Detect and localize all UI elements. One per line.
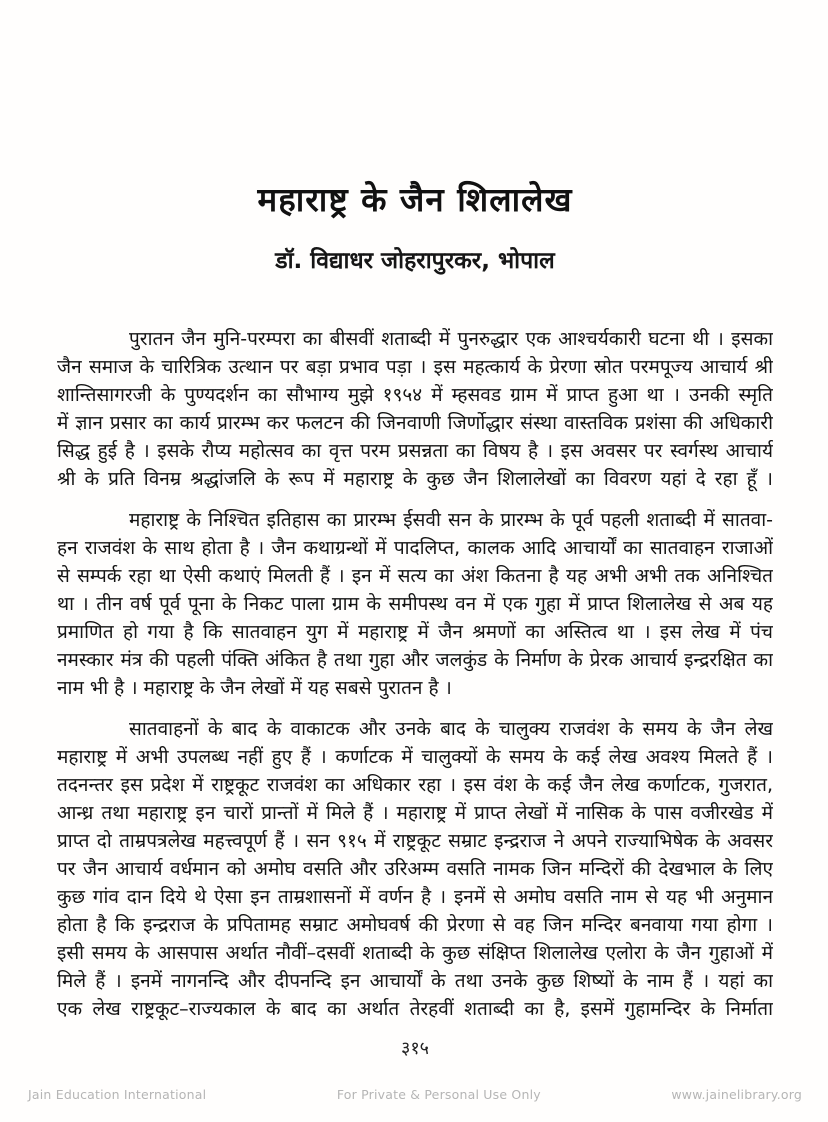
footer-publisher: Jain Education International	[28, 1087, 207, 1102]
page-title: महाराष्ट्र के जैन शिलालेख	[257, 180, 573, 219]
footer	[0, 1087, 828, 1102]
text-line: हन राजवंश के साथ होता है । जैन कथाग्रन्थों में पादलिप्त, कालक आदि आचार्यों का सातवाहन राजाओं	[57, 537, 773, 559]
text-line: नमस्कार मंत्र की पहली पंक्ति अंकित है तथा गुहा और जलकुंड के निर्माण के प्रेरक आचार्य इन्द्ररक्षित का	[57, 649, 773, 671]
text-line: था । तीन वर्ष पूर्व पूना के निकट पाला ग्राम के समीपस्थ वन में एक गुहा में प्राप्त शिलालेख से अब यह	[57, 593, 773, 615]
text-line: आन्ध्र तथा महाराष्ट्र इन चारों प्रान्तों में मिले हैं । महाराष्ट्र में प्राप्त लेखों में नासिक के पास वजीरखेड में	[57, 802, 773, 824]
text-line: शान्तिसागरजी के पुण्यदर्शन का सौभाग्य मुझे १९५४ में म्हसवड ग्राम में प्राप्त हुआ था । उनकी स्मृति	[57, 384, 773, 406]
paragraph-2	[57, 506, 773, 702]
text-line: प्रमाणित हो गया है कि सातवाहन युग में महाराष्ट्र में जैन श्रमणों का अस्तित्व था । इस लेख में पंच	[57, 621, 773, 643]
text-line: सिद्ध हुई है । इसके रौप्य महोत्सव का वृत्त परम प्रसन्नता का विषय है । इस अवसर पर स्वर्गस्थ आचार्य	[57, 440, 773, 462]
body-text	[57, 325, 773, 1023]
text-line: से सम्पर्क रहा था ऐसी कथाएं मिलती हैं । इन में सत्य का अंश कितना है यह अभी अभी तक अनिश्चित	[57, 565, 773, 587]
paragraph-1	[57, 325, 773, 493]
text-line: इसी समय के आसपास अर्थात नौवीं–दसवीं शताब्दी के कुछ संक्षिप्त शिलालेख एलोरा के जैन गुहाओं में	[57, 942, 773, 964]
text-line: एक लेख राष्ट्रकूट–राज्यकाल के बाद का अर्थात तेरहवीं शताब्दी का है, इसमें गुहामन्दिर के निर्माता	[57, 998, 773, 1020]
text-line: तदनन्तर इस प्रदेश में राष्ट्रकूट राजवंश का अधिकार रहा । इस वंश के कई जैन लेख कर्णाटक, गुजरात,	[57, 774, 773, 796]
text-line: जैन समाज के चारित्रिक उत्थान पर बड़ा प्रभाव पड़ा । इस महत्कार्य के प्रेरणा स्रोत परमपूज्य आचार्य श्री	[57, 356, 773, 378]
text-line: प्राप्त दो ताम्रपत्रलेख महत्त्वपूर्ण हैं । सन ९१५ में राष्ट्रकूट सम्राट इन्द्रराज ने अपने राज्याभिषेक के अवसर	[57, 830, 773, 852]
text-line: महाराष्ट्र के निश्चित इतिहास का प्रारम्भ ईसवी सन के प्रारम्भ के पूर्व पहली शताब्दी में सातवा-	[129, 509, 773, 531]
text-line: नाम भी है । महाराष्ट्र के जैन लेखों में यह सबसे पुरातन है ।	[57, 677, 452, 699]
page-number: ३१५	[400, 1038, 430, 1059]
paragraph-3	[57, 715, 773, 1023]
text-line: पुरातन जैन मुनि-परम्परा का बीसवीं शताब्दी में पुनरुद्धार एक आश्चर्यकारी घटना थी । इसका	[129, 328, 773, 350]
text-line: सातवाहनों के बाद के वाकाटक और उनके बाद के चालुक्य राजवंश के समय के जैन लेख	[129, 718, 773, 740]
footer-usage-note: For Private & Personal Use Only	[336, 1087, 541, 1102]
text-line: पर जैन आचार्य वर्धमान को अमोघ वसति और उरिअम्म वसति नामक जिन मन्दिरों की देखभाल के लिए	[57, 858, 773, 880]
text-line: श्री के प्रति विनम्र श्रद्धांजलि के रूप में महाराष्ट्र के कुछ जैन शिलालेखों का विवरण यहां दे रहा हूँ ।	[57, 468, 773, 490]
text-line: होता है कि इन्द्रराज के प्रपितामह सम्राट अमोघवर्ष की प्रेरणा से वह जिन मन्दिर बनवाया गया होगा ।	[57, 914, 773, 936]
author-byline: डॉ. विद्याधर जोहरापुरकर, भोपाल	[275, 248, 555, 274]
footer-website: www.jainelibrary.org	[671, 1087, 802, 1102]
text-line: में ज्ञान प्रसार का कार्य प्रारम्भ कर फलटन की जिनवाणी जिर्णोद्धार संस्था वास्तविक प्रशंसा की अधिकारी	[57, 412, 773, 434]
text-line: महाराष्ट्र में अभी उपलब्ध नहीं हुए हैं । कर्णाटक में चालुक्यों के समय के कई लेख अवश्य मिलते हैं ।	[57, 746, 773, 768]
text-line: मिले हैं । इनमें नागनन्दि और दीपनन्दि इन आचार्यों के तथा उनके कुछ शिष्यों के नाम हैं । यहां का	[57, 970, 773, 992]
text-line: कुछ गांव दान दिये थे ऐसा इन ताम्रशासनों में वर्णन है । इनमें से अमोघ वसति नाम से यह भी अनुमान	[57, 886, 773, 908]
